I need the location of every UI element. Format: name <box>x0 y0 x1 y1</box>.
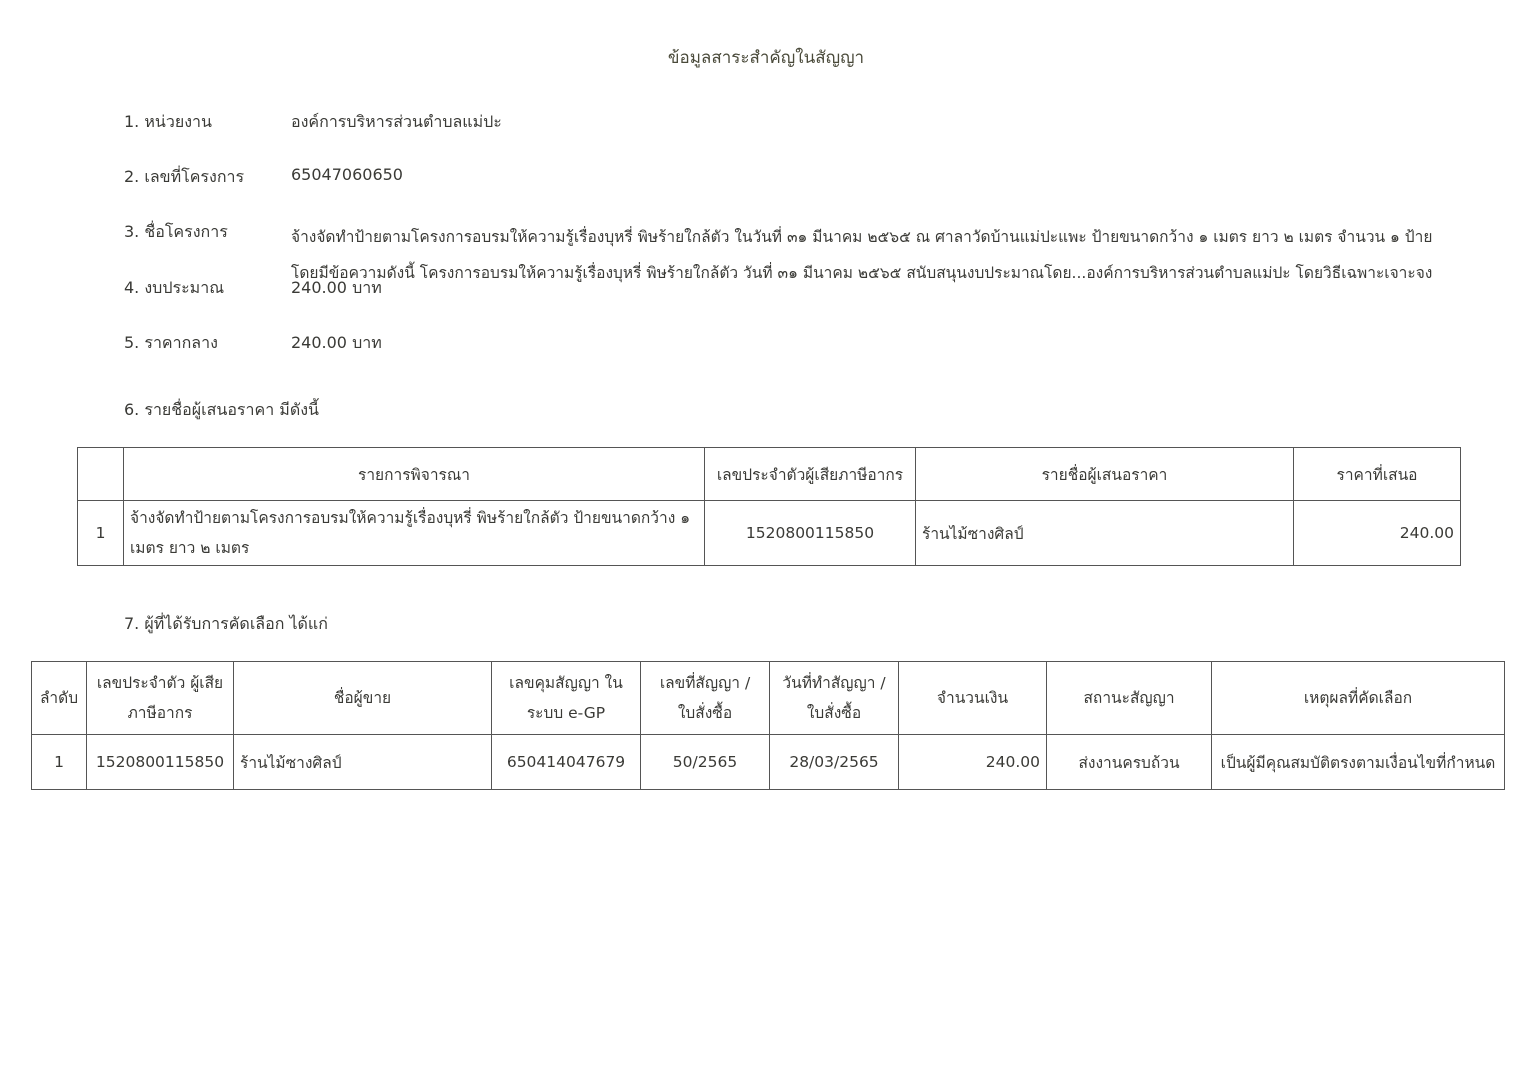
cell-status: ส่งงานครบถ้วน <box>1047 735 1212 790</box>
col-seller: ชื่อผู้ขาย <box>234 662 492 735</box>
cell-contract-no: 50/2565 <box>641 735 770 790</box>
project-name-text <box>291 219 1491 291</box>
cell-reason: เป็นผู้มีคุณสมบัติตรงตามเงื่อนไขที่กำหนด <box>1212 735 1505 790</box>
col-tax-id: เลขประจำตัวผู้เสียภาษีอากร <box>705 448 916 501</box>
col-no: ลำดับ <box>32 662 87 735</box>
cell-bidder: ร้านไม้ซางศิลป์ <box>916 501 1294 566</box>
selected-table <box>31 661 1505 790</box>
col-date: วันที่ทำสัญญา / ใบสั่งซื้อ <box>770 662 899 735</box>
cell-price: 240.00 <box>1294 501 1461 566</box>
field-value: 240.00 บาท <box>291 278 382 297</box>
field-value: องค์การบริหารส่วนตำบลแม่ปะ <box>291 112 502 131</box>
cell-no: 1 <box>78 501 124 566</box>
field-label: 2. เลขที่โครงการ <box>124 167 245 186</box>
bidders-table <box>77 447 1461 566</box>
cell-seller: ร้านไม้ซางศิลป์ <box>234 735 492 790</box>
col-price: ราคาที่เสนอ <box>1294 448 1461 501</box>
col-contract-no: เลขที่สัญญา / ใบสั่งซื้อ <box>641 662 770 735</box>
field-label: 1. หน่วยงาน <box>124 112 212 131</box>
col-bidder: รายชื่อผู้เสนอราคา <box>916 448 1294 501</box>
field-label: 5. ราคากลาง <box>124 333 218 352</box>
col-reason: เหตุผลที่คัดเลือก <box>1212 662 1505 735</box>
project-name-line: โดยมีข้อความดังนี้ โครงการอบรมให้ความรู้เรื่องบุหรี่ พิษร้ายใกล้ตัว วันที่ ๓๑ มีนาคม ๒๕๖๕ สนับสนุนงบประมาณโดย...องค์การบริหารส่วนตำบลแม่ปะ โดยวิธีเฉพาะเจาะจง <box>291 264 1433 282</box>
cell-tax-id: 1520800115850 <box>87 735 234 790</box>
cell-no: 1 <box>32 735 87 790</box>
document-title: ข้อมูลสาระสำคัญในสัญญา <box>667 48 865 68</box>
field-label: 3. ชื่อโครงการ <box>124 222 228 241</box>
table-header-row <box>32 662 1505 735</box>
col-no <box>78 448 124 501</box>
cell-amount: 240.00 <box>899 735 1047 790</box>
col-item: รายการพิจารณา <box>124 448 705 501</box>
col-amount: จำนวนเงิน <box>899 662 1047 735</box>
col-tax-id: เลขประจำตัว ผู้เสียภาษีอากร <box>87 662 234 735</box>
table-row <box>32 735 1505 790</box>
section7-heading: 7. ผู้ที่ได้รับการคัดเลือก ได้แก่ <box>124 614 328 633</box>
table-header-row <box>78 448 1461 501</box>
field-value: 240.00 บาท <box>291 333 382 352</box>
field-label: 4. งบประมาณ <box>124 278 225 297</box>
table-row <box>78 501 1461 566</box>
cell-egp: 650414047679 <box>492 735 641 790</box>
cell-item: จ้างจัดทำป้ายตามโครงการอบรมให้ความรู้เรื่องบุหรี่ พิษร้ายใกล้ตัว ป้ายขนาดกว้าง ๑ เมตร ยาว ๒ เมตร <box>124 501 705 566</box>
cell-date: 28/03/2565 <box>770 735 899 790</box>
project-name-line: จ้างจัดทำป้ายตามโครงการอบรมให้ความรู้เรื่องบุหรี่ พิษร้ายใกล้ตัว ในวันที่ ๓๑ มีนาคม ๒๕๖๕ ณ ศาลาวัดบ้านแม่ปะแพะ ป้ายขนาดกว้าง ๑ เมตร ยาว ๒ เมตร จำนวน ๑ ป้าย <box>291 228 1433 246</box>
cell-tax-id: 1520800115850 <box>705 501 916 566</box>
field-value: 65047060650 <box>291 165 403 184</box>
col-status: สถานะสัญญา <box>1047 662 1212 735</box>
col-egp: เลขคุมสัญญา ในระบบ e-GP <box>492 662 641 735</box>
section6-heading: 6. รายชื่อผู้เสนอราคา มีดังนี้ <box>124 400 319 419</box>
